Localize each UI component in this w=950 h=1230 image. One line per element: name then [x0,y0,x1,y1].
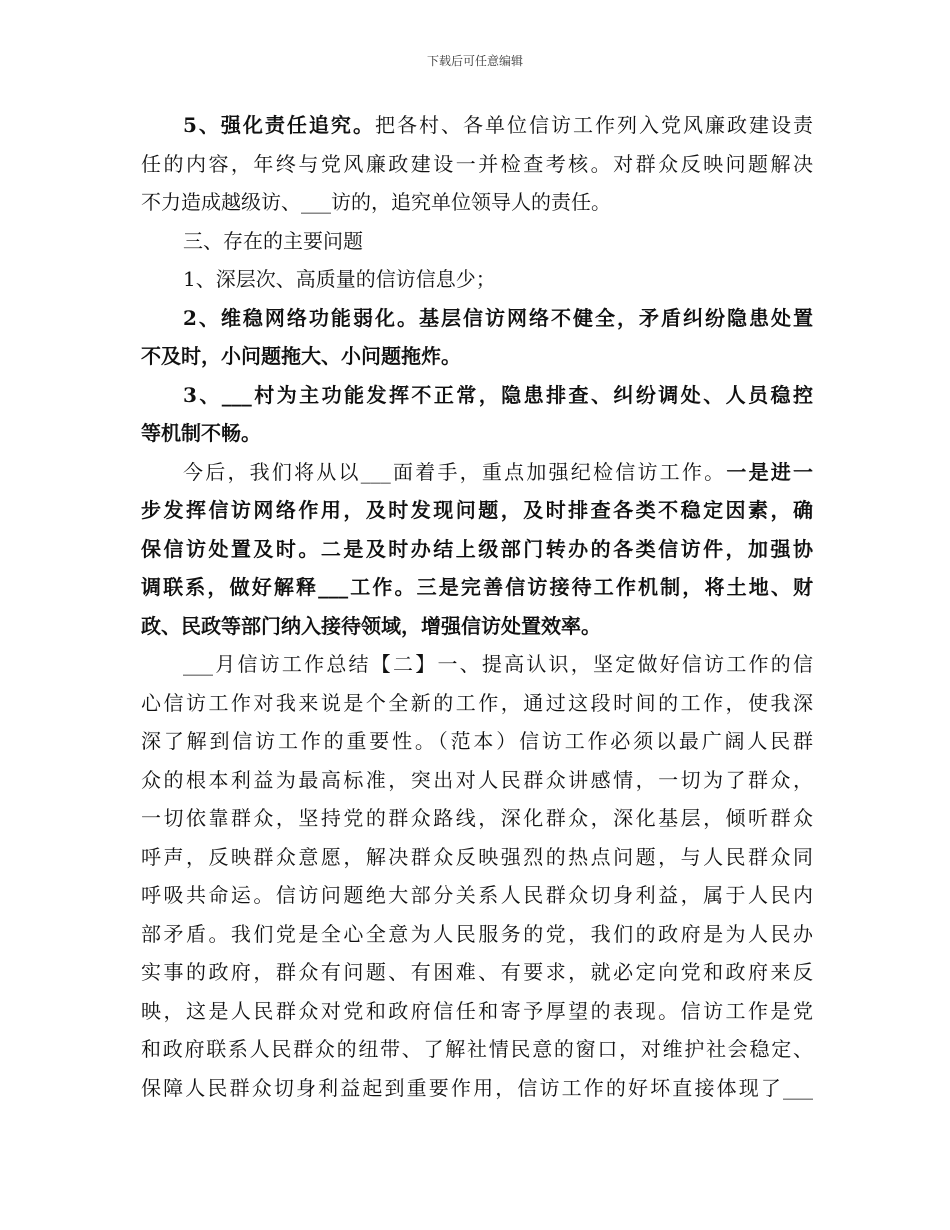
text-line [141,915,813,954]
text-run: 保障人民群众切身利益起到重要作用，信访工作的好坏直接体现了___ [141,1075,813,1100]
text-line [141,183,813,222]
page-header: 下载后可任意编辑 [426,54,523,68]
text-run: 呼吸共命运。信访问题绝大部分关系人民群众切身利益，属于人民内 [141,883,813,907]
text-line [141,607,813,646]
text-run: 三、存在的主要问题 [183,228,363,253]
text-run: 步发挥信访网络作用，及时发现问题，及时排查各类不稳定因素，确 [141,498,813,522]
text-line [141,838,813,877]
text-run: 2、维稳网络功能弱化。基层信访网络不健全，矛盾纠纷隐患处置 [183,305,813,330]
text-run: ___月信访工作总结【二】一、提高认识，坚定做好信访工作的信 [183,652,813,676]
text-line [141,145,813,184]
text-run: 映，这是人民群众对党和政府信任和寄予厚望的表现。信访工作是党 [141,998,813,1023]
text-run: 呼声，反映群众意愿，解决群众反映强烈的热点问题，与人民群众同 [141,844,813,869]
text-line [141,106,813,145]
text-run: 调联系，做好解释___工作。三是完善信访接待工作机制，将土地、财 [141,575,813,599]
text-run: 等机制不畅。 [141,421,261,445]
text-line [141,761,813,800]
text-line [141,414,813,453]
text-run: 3、___村为主功能发挥不正常，隐患排查、纠纷调处、人员稳控 [183,382,813,407]
text-line [141,491,813,530]
text-run: 把各村、各单位信访工作列入党风廉政建设责 [374,113,813,137]
text-run: 5、强化责任追究。 [183,113,375,137]
text-run: 心信访工作对我来说是个全新的工作，通过这段时间的工作，使我深 [141,690,813,715]
text-run: 今后，我们将从以___面着手，重点加强纪检信访工作。 [183,459,727,484]
text-line [141,568,813,607]
text-run: 部矛盾。我们党是全心全意为人民服务的党，我们的政府是为人民办 [141,921,813,946]
text-run: 和政府联系人民群众的纽带、了解社情民意的窗口，对维护社会稳定、 [141,1037,813,1061]
text-line [141,222,813,261]
text-line [141,337,813,376]
text-line [141,1069,813,1108]
text-line [141,876,813,915]
text-line [141,992,813,1031]
text-run: 任的内容，年终与党风廉政建设一并检查考核。对群众反映问题解决 [141,151,813,176]
text-run: 实事的政府，群众有问题、有困难、有要求，就必定向党和政府来反 [141,960,813,984]
text-line [141,645,813,684]
text-run: 政、民政等部门纳入接待领域，增强信访处置效率。 [141,613,601,638]
text-line [141,530,813,569]
text-line [141,799,813,838]
text-line [141,953,813,992]
text-line [141,684,813,723]
text-run: 一是进一 [726,459,813,484]
text-run: 不力造成越级访、___访的，追究单位领导人的责任。 [141,190,611,214]
text-run: 一切依靠群众，坚持党的群众路线，深化群众，深化基层，倾听群众 [141,806,813,830]
text-run: 1、深层次、高质量的信访信息少； [183,267,496,291]
text-run: 深了解到信访工作的重要性。（范本）信访工作必须以最广阔人民群 [141,729,813,753]
text-line [141,260,813,299]
text-line [141,376,813,415]
text-line [141,722,813,761]
text-run: 众的根本利益为最高标准，突出对人民群众讲感情，一切为了群众， [141,767,813,792]
text-run: 保信访处置及时。二是及时办结上级部门转办的各类信访件，加强协 [141,536,813,561]
text-line [141,1030,813,1069]
text-line [141,299,813,338]
document-body [141,106,813,1107]
text-run: 不及时，小问题拖大、小问题拖炸。 [141,344,461,368]
text-line [141,453,813,492]
